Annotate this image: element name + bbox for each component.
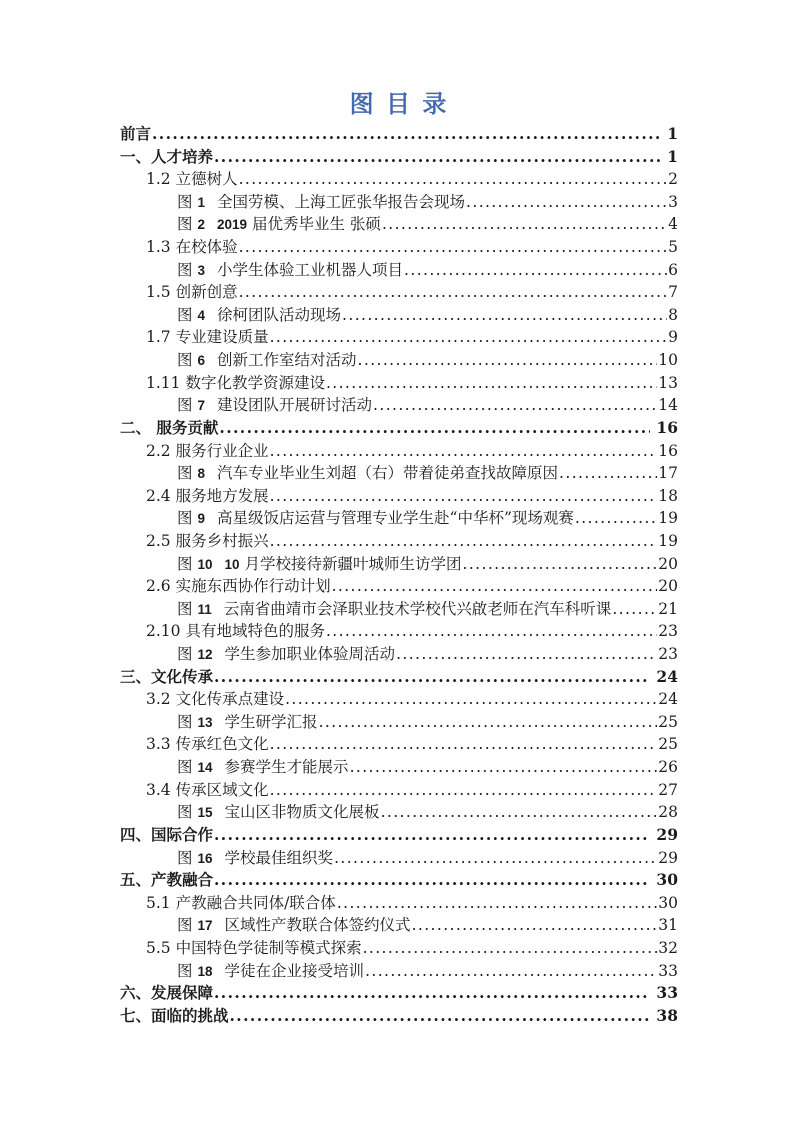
page-number: 16: [658, 441, 678, 460]
figure-caption: 创新工作室结对活动: [217, 351, 357, 370]
figure-caption: 徐柯团队活动现场: [217, 305, 342, 324]
dot-leader: [332, 577, 658, 595]
page-number: 24: [656, 666, 678, 686]
figure-caption: 高星级饭店运营与管理专业学生赴“中华杯”现场观赛: [217, 509, 574, 528]
toc-entry: [120, 891, 678, 914]
page-number: 21: [658, 599, 678, 618]
toc-entry-figure: [120, 190, 678, 213]
page-number: 38: [656, 1005, 678, 1025]
figure-number: 3: [197, 262, 206, 278]
toc-entry: [120, 868, 678, 891]
figure-label: 图: [177, 215, 193, 234]
figure-number: 4: [197, 307, 206, 323]
toc-entry: [120, 325, 678, 348]
page-number: 20: [658, 554, 678, 573]
toc-entry-text: 3.2 文化传承点建设: [146, 690, 285, 709]
figure-caption: 参赛学生才能展示: [224, 758, 349, 777]
page-number: 10: [658, 351, 678, 370]
toc-entry-figure: [120, 212, 678, 235]
dot-leader: [381, 803, 658, 821]
toc-entry-figure: [120, 461, 678, 484]
toc-entry: [120, 936, 678, 959]
toc-entry-text: 5.1 产教融合共同体/联合体: [146, 893, 336, 912]
dot-leader: [404, 261, 667, 279]
figure-caption: 宝山区非物质文化展板: [224, 803, 380, 822]
page-number: 19: [658, 509, 678, 528]
figure-number: 10: [197, 556, 213, 572]
page-number: 3: [668, 192, 678, 211]
dot-leader: [270, 532, 658, 550]
page-number: 13: [658, 373, 678, 392]
figure-number: 15: [197, 805, 213, 821]
toc-entry: [120, 439, 678, 462]
figure-caption: 全国劳模、上海工匠张华报告会现场: [217, 192, 466, 211]
toc-entry-figure: [120, 393, 678, 416]
dot-leader: [559, 464, 657, 482]
figure-number: 2: [197, 217, 206, 233]
figure-label: 图: [177, 260, 193, 279]
figure-number: 6: [197, 353, 206, 369]
figure-label: 图: [177, 351, 193, 370]
page-number: 25: [658, 735, 678, 754]
toc-entry-text: 3.3 传承红色文化: [146, 735, 269, 754]
dot-leader: [373, 396, 657, 414]
toc-entry-figure: [120, 913, 678, 936]
page-number: 17: [658, 464, 678, 483]
dot-leader: [337, 894, 657, 912]
page-number: 33: [658, 961, 678, 980]
figure-label: 图: [177, 509, 193, 528]
dot-leader: [270, 442, 658, 460]
toc-entry-text: 七、面临的挑战: [120, 1005, 229, 1025]
dot-leader: [270, 781, 658, 799]
figure-caption: 学生研学汇报: [224, 712, 318, 731]
page-number: 1: [667, 124, 678, 143]
toc-entry-text: 1.11 数字化教学资源建设: [146, 373, 325, 392]
toc-entry-text: 六、发展保障: [120, 983, 214, 1003]
toc-entry-text: 1.5 创新创意: [146, 283, 238, 302]
dot-leader: [214, 983, 650, 1002]
figure-label: 图: [177, 192, 193, 211]
toc-entry-figure: [120, 552, 678, 575]
figure-label: 图: [177, 848, 193, 867]
toc-entry: [120, 371, 678, 394]
figure-label: 图: [177, 758, 193, 777]
toc-entry: [120, 484, 678, 507]
page-number: 18: [658, 486, 678, 505]
figure-number: 11: [197, 601, 212, 617]
toc-entry: [120, 1004, 678, 1027]
dot-leader: [575, 509, 657, 527]
toc-entry-figure: [120, 258, 678, 281]
figure-number: 16: [197, 850, 213, 866]
dot-leader: [342, 306, 667, 324]
dot-leader: [219, 418, 650, 437]
page-number: 23: [658, 622, 678, 641]
dot-leader: [334, 849, 657, 867]
toc-entry: [120, 574, 678, 597]
figure-number: 12: [197, 647, 213, 663]
figure-label: 图: [177, 645, 193, 664]
page-number: 14: [658, 396, 678, 415]
toc-entry-text: 2.10 具有地域特色的服务: [146, 622, 325, 641]
figure-caption: 2019 届优秀毕业生 张硕: [217, 215, 381, 234]
toc-entry-text: 1.7 专业建设质量: [146, 328, 269, 347]
figure-caption: 汽车专业毕业生刘超（右）带着徒弟查找故障原因: [217, 464, 559, 483]
figure-label: 图: [177, 396, 193, 415]
toc-entry: [120, 529, 678, 552]
toc-entry: [120, 981, 678, 1004]
dot-leader: [230, 1006, 651, 1025]
figure-number: 7: [197, 398, 206, 414]
figure-label: 图: [177, 961, 193, 980]
toc-entry: [120, 687, 678, 710]
toc-entry-figure: [120, 846, 678, 869]
toc-entry: [120, 732, 678, 755]
dot-leader: [326, 374, 657, 392]
dot-leader: [365, 962, 657, 980]
toc-entry-text: 2.5 服务乡村振兴: [146, 531, 269, 550]
dot-leader: [239, 238, 668, 256]
page-number: 28: [658, 803, 678, 822]
toc-entry-figure: [120, 348, 678, 371]
dot-leader: [363, 939, 658, 957]
toc-entry-figure: [120, 303, 678, 326]
figure-number: 9: [197, 511, 206, 527]
dot-leader: [466, 193, 667, 211]
dot-leader: [396, 645, 657, 663]
page-number: 9: [668, 328, 678, 347]
page-number: 32: [658, 938, 678, 957]
figure-label: 图: [177, 599, 193, 618]
page-number: 33: [656, 983, 678, 1003]
toc-entry-text: 前言: [120, 124, 152, 143]
page-number: 23: [658, 645, 678, 664]
figure-caption: 学徒在企业接受培训: [224, 961, 365, 980]
toc-entry: [120, 823, 678, 846]
page-number: 8: [668, 305, 678, 324]
figure-caption: 建设团队开展研讨活动: [217, 396, 373, 415]
page-number: 25: [658, 712, 678, 731]
dot-leader: [612, 600, 657, 618]
figure-number: 14: [197, 760, 213, 776]
toc-entry-figure: [120, 642, 678, 665]
figure-label: 图: [177, 464, 193, 483]
figure-label: 图: [177, 305, 193, 324]
toc-entry: [120, 778, 678, 801]
figure-label: 图: [177, 803, 193, 822]
toc-entry-text: 1.3 在校体验: [146, 238, 238, 257]
dot-leader: [214, 825, 650, 844]
dot-leader: [152, 124, 661, 143]
page-number: 1: [667, 146, 678, 166]
toc-list: [120, 122, 678, 1026]
page-number: 4: [668, 215, 678, 234]
toc-entry: [120, 665, 678, 688]
dot-leader: [412, 916, 658, 934]
page-number: 29: [656, 824, 678, 844]
figure-number: 17: [197, 918, 213, 934]
toc-entry: [120, 280, 678, 303]
toc-entry-text: 四、国际合作: [120, 824, 214, 844]
dot-leader: [214, 870, 650, 889]
toc-entry-figure: [120, 597, 678, 620]
page-number: 27: [658, 780, 678, 799]
dot-leader: [326, 622, 657, 640]
toc-entry-figure: [120, 755, 678, 778]
figure-caption: 10 月学校接待新疆叶城师生访学团: [224, 554, 462, 573]
dot-leader: [214, 147, 661, 166]
figure-number: 1: [197, 194, 206, 210]
figure-label: 图: [177, 712, 193, 731]
toc-entry-figure: [120, 800, 678, 823]
dot-leader: [239, 170, 668, 188]
figure-caption: 学校最佳组织奖: [224, 848, 334, 867]
toc-entry-text: 五、产教融合: [120, 870, 214, 890]
dot-leader: [358, 351, 658, 369]
page-number: 26: [658, 758, 678, 777]
toc-entry: [120, 235, 678, 258]
page-number: 7: [668, 283, 678, 302]
toc-entry-text: 2.4 服务地方发展: [146, 486, 269, 505]
toc-entry: [120, 619, 678, 642]
toc-entry: [120, 145, 678, 168]
dot-leader: [350, 758, 658, 776]
dot-leader: [463, 555, 658, 573]
dot-leader: [382, 215, 667, 233]
toc-entry-text: 三、文化传承: [120, 666, 214, 686]
toc-entry-text: 1.2 立德树人: [146, 170, 238, 189]
page-number: 20: [658, 577, 678, 596]
figure-caption: 云南省曲靖市会泽职业技术学校代兴啟老师在汽车科听课: [223, 599, 612, 618]
figure-number: 8: [197, 466, 206, 482]
figure-caption: 区域性产教联合体签约仪式: [224, 916, 411, 935]
toc-entry: [120, 167, 678, 190]
page-number: 5: [668, 238, 678, 257]
toc-entry-text: 2.6 实施东西协作行动计划: [146, 577, 331, 596]
toc-entry-figure: [120, 959, 678, 982]
toc-entry-text: 3.4 传承区域文化: [146, 780, 269, 799]
figure-number: 13: [197, 714, 213, 730]
page-number: 16: [656, 417, 678, 437]
page-number: 24: [658, 690, 678, 709]
page-number: 30: [656, 870, 678, 890]
toc-entry-figure: [120, 710, 678, 733]
toc-entry-text: 一、人才培养: [120, 146, 214, 166]
toc-entry: [120, 416, 678, 439]
dot-leader: [285, 690, 657, 708]
toc-entry-text: 5.5 中国特色学徒制等模式探索: [146, 938, 362, 957]
toc-entry-text: 2.2 服务行业企业: [146, 441, 269, 460]
toc-entry-figure: [120, 506, 678, 529]
figure-caption: 学生参加职业体验周活动: [224, 645, 396, 664]
dot-leader: [239, 283, 668, 301]
figure-label: 图: [177, 916, 193, 935]
toc-entry: [120, 122, 678, 145]
page-number: 31: [658, 916, 678, 935]
page-number: 29: [658, 848, 678, 867]
dot-leader: [270, 735, 658, 753]
figure-label: 图: [177, 554, 193, 573]
toc-entry-text: 二、 服务贡献: [120, 417, 219, 437]
dot-leader: [270, 328, 668, 346]
figure-number: 18: [197, 963, 213, 979]
dot-leader: [214, 667, 650, 686]
page-number: 30: [658, 893, 678, 912]
figure-caption: 小学生体验工业机器人项目: [217, 260, 404, 279]
dot-leader: [270, 487, 658, 505]
page-number: 2: [668, 170, 678, 189]
dot-leader: [319, 713, 658, 731]
page-number: 19: [658, 531, 678, 550]
page-number: 6: [668, 260, 678, 279]
page-title: 图 目 录: [349, 89, 449, 118]
